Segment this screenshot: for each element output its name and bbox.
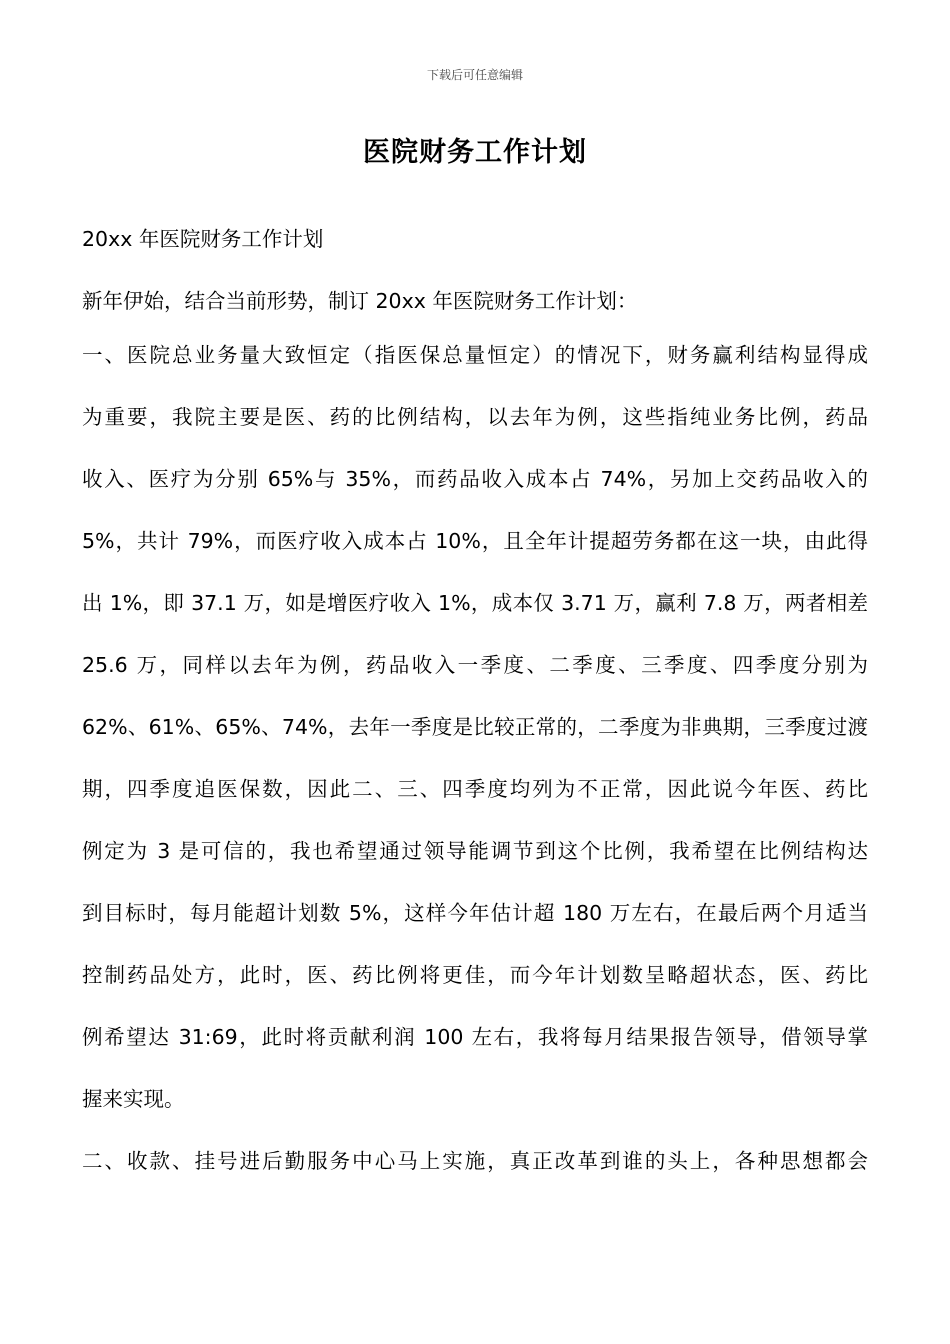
paragraph-line: 例定为 3 是可信的，我也希望通过领导能调节到这个比例，我希望在比例结构达 xyxy=(82,839,868,863)
paragraph-line: 5%，共计 79%，而医疗收入成本占 10%，且全年计提超劳务都在这一块，由此得 xyxy=(82,529,868,553)
paragraph-line: 25.6 万，同样以去年为例，药品收入一季度、二季度、三季度、四季度分别为 xyxy=(82,653,868,677)
paragraph-line: 一、医院总业务量大致恒定（指医保总量恒定）的情况下，财务赢利结构显得成 xyxy=(82,343,868,367)
paragraph-line: 收入、医疗为分别 65%与 35%，而药品收入成本占 74%，另加上交药品收入的 xyxy=(82,467,868,491)
paragraph-line: 二、收款、挂号进后勤服务中心马上实施，真正改革到谁的头上，各种思想都会 xyxy=(82,1149,868,1173)
paragraph-line: 例希望达 31:69，此时将贡献利润 100 左右，我将每月结果报告领导，借领导掌 xyxy=(82,1025,868,1049)
paragraph-line: 期，四季度追医保数，因此二、三、四季度均列为不正常，因此说今年医、药比 xyxy=(82,777,868,801)
paragraph-line: 62%、61%、65%、74%，去年一季度是比较正常的，二季度为非典期，三季度过渡 xyxy=(82,715,868,739)
header-note: 下载后可任意编辑 xyxy=(426,68,523,82)
paragraph-line: 为重要，我院主要是医、药的比例结构，以去年为例，这些指纯业务比例，药品 xyxy=(82,405,868,429)
subtitle-line: 20xx 年医院财务工作计划 xyxy=(82,227,324,251)
paragraph-line: 到目标时，每月能超计划数 5%，这样今年估计超 180 万左右，在最后两个月适当 xyxy=(82,901,868,925)
paragraph-line: 握来实现。 xyxy=(82,1087,185,1111)
paragraph-line: 出 1%，即 37.1 万，如是增医疗收入 1%，成本仅 3.71 万，赢利 7.8 万，两者相差 xyxy=(82,591,868,615)
document-title: 医院财务工作计划 xyxy=(363,137,587,168)
intro-paragraph: 新年伊始，结合当前形势，制订 20xx 年医院财务工作计划： xyxy=(82,289,638,313)
paragraph-line: 控制药品处方，此时，医、药比例将更佳，而今年计划数呈略超状态，医、药比 xyxy=(82,963,868,987)
